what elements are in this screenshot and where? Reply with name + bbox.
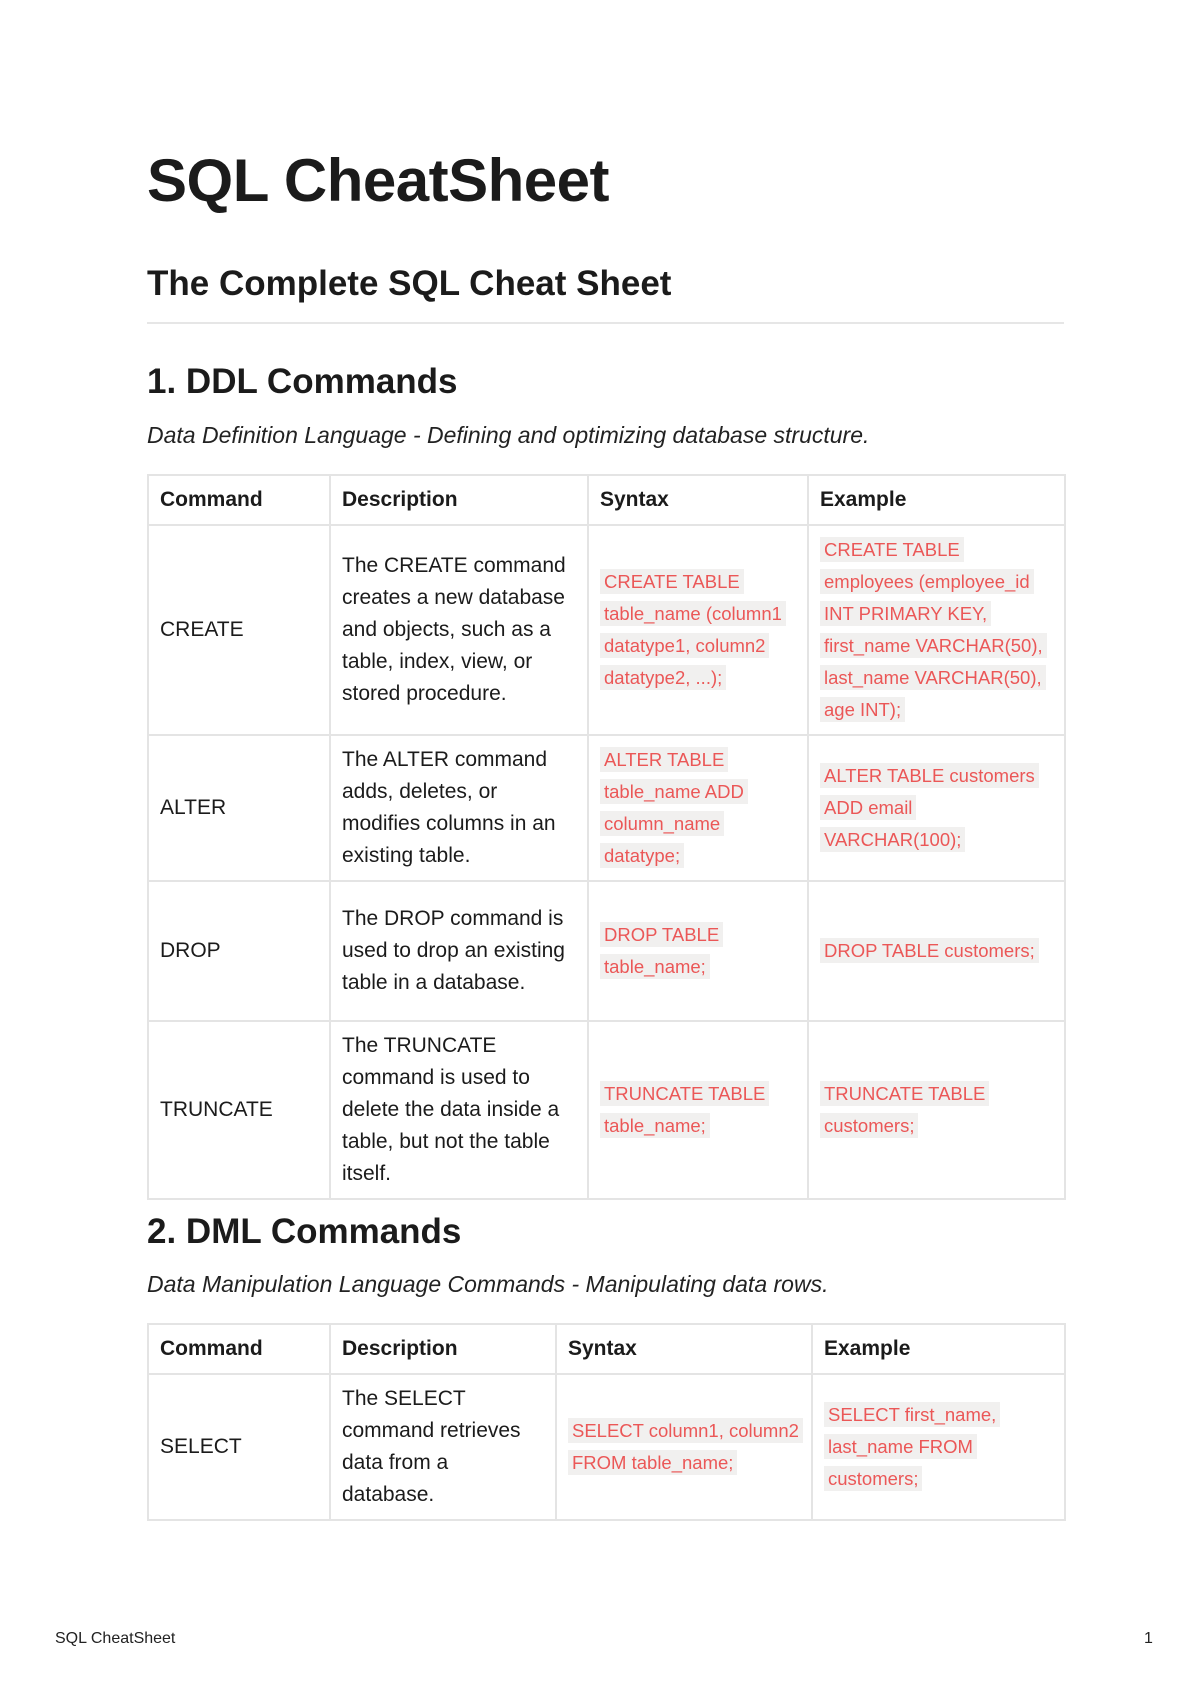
- cell-example: [808, 881, 1065, 1021]
- code-snippet: TRUNCATE TABLE table_name;: [600, 1081, 769, 1138]
- ddl-heading: 1. DDL Commands: [147, 362, 458, 401]
- code-snippet: SELECT first_name, last_name FROM customers;: [824, 1402, 1000, 1491]
- code-snippet: CREATE TABLE employees (employee_id INT PRIMARY KEY, first_name VARCHAR(50), last_name VARCHAR(50), age INT);: [820, 537, 1047, 722]
- footer-title: SQL CheatSheet: [55, 1630, 176, 1647]
- cell-example: [808, 735, 1065, 881]
- cell-example: [808, 525, 1065, 735]
- cell-example: [812, 1374, 1065, 1520]
- header-description: Description: [330, 1324, 556, 1374]
- cell-syntax: [588, 735, 808, 881]
- cell-command: DROP: [148, 881, 330, 1021]
- code-snippet: DROP TABLE customers;: [820, 938, 1039, 963]
- dml-lead: Data Manipulation Language Commands - Manipulating data rows.: [147, 1271, 829, 1297]
- header-syntax: Syntax: [588, 475, 808, 525]
- cell-command: TRUNCATE: [148, 1021, 330, 1199]
- header-command: Command: [148, 475, 330, 525]
- header-example: Example: [812, 1324, 1065, 1374]
- dml-heading: 2. DML Commands: [147, 1212, 462, 1251]
- header-syntax: Syntax: [556, 1324, 812, 1374]
- header-command: Command: [148, 1324, 330, 1374]
- cell-command: ALTER: [148, 735, 330, 881]
- table-row: [148, 881, 1065, 1021]
- header-example: Example: [808, 475, 1065, 525]
- cell-syntax: [588, 881, 808, 1021]
- header-description: Description: [330, 475, 588, 525]
- cell-syntax: [556, 1374, 812, 1520]
- code-snippet: DROP TABLE table_name;: [600, 922, 723, 979]
- table-row: [148, 525, 1065, 735]
- cell-syntax: [588, 1021, 808, 1199]
- cell-command: SELECT: [148, 1374, 330, 1520]
- code-snippet: TRUNCATE TABLE customers;: [820, 1081, 989, 1138]
- table-header-row: [148, 1324, 1065, 1374]
- cell-description: The ALTER command adds, deletes, or modifies columns in an existing table.: [330, 735, 588, 881]
- ddl-lead: Data Definition Language - Defining and optimizing database structure.: [147, 422, 870, 448]
- divider: [147, 322, 1064, 324]
- cell-syntax: [588, 525, 808, 735]
- cell-description: The TRUNCATE command is used to delete the data inside a table, but not the table itself.: [330, 1021, 588, 1199]
- page-title: SQL CheatSheet: [147, 147, 610, 214]
- code-snippet: ALTER TABLE customers ADD email VARCHAR(100);: [820, 763, 1039, 852]
- cell-example: [808, 1021, 1065, 1199]
- code-snippet: SELECT column1, column2 FROM table_name;: [568, 1418, 803, 1475]
- cell-description: The SELECT command retrieves data from a database.: [330, 1374, 556, 1520]
- page-number: 1: [1144, 1630, 1153, 1647]
- cell-description: The CREATE command creates a new database and objects, such as a table, index, view, or stored procedure.: [330, 525, 588, 735]
- code-snippet: CREATE TABLE table_name (column1 datatype1, column2 datatype2, ...);: [600, 569, 786, 690]
- table-row: [148, 1374, 1065, 1520]
- table-row: [148, 735, 1065, 881]
- table-row: [148, 1021, 1065, 1199]
- ddl-table: [147, 474, 1066, 1200]
- cell-description: The DROP command is used to drop an existing table in a database.: [330, 881, 588, 1021]
- cell-command: CREATE: [148, 525, 330, 735]
- dml-table: [147, 1323, 1066, 1521]
- code-snippet: ALTER TABLE table_name ADD column_name datatype;: [600, 747, 748, 868]
- page-subtitle: The Complete SQL Cheat Sheet: [147, 264, 672, 303]
- table-header-row: [148, 475, 1065, 525]
